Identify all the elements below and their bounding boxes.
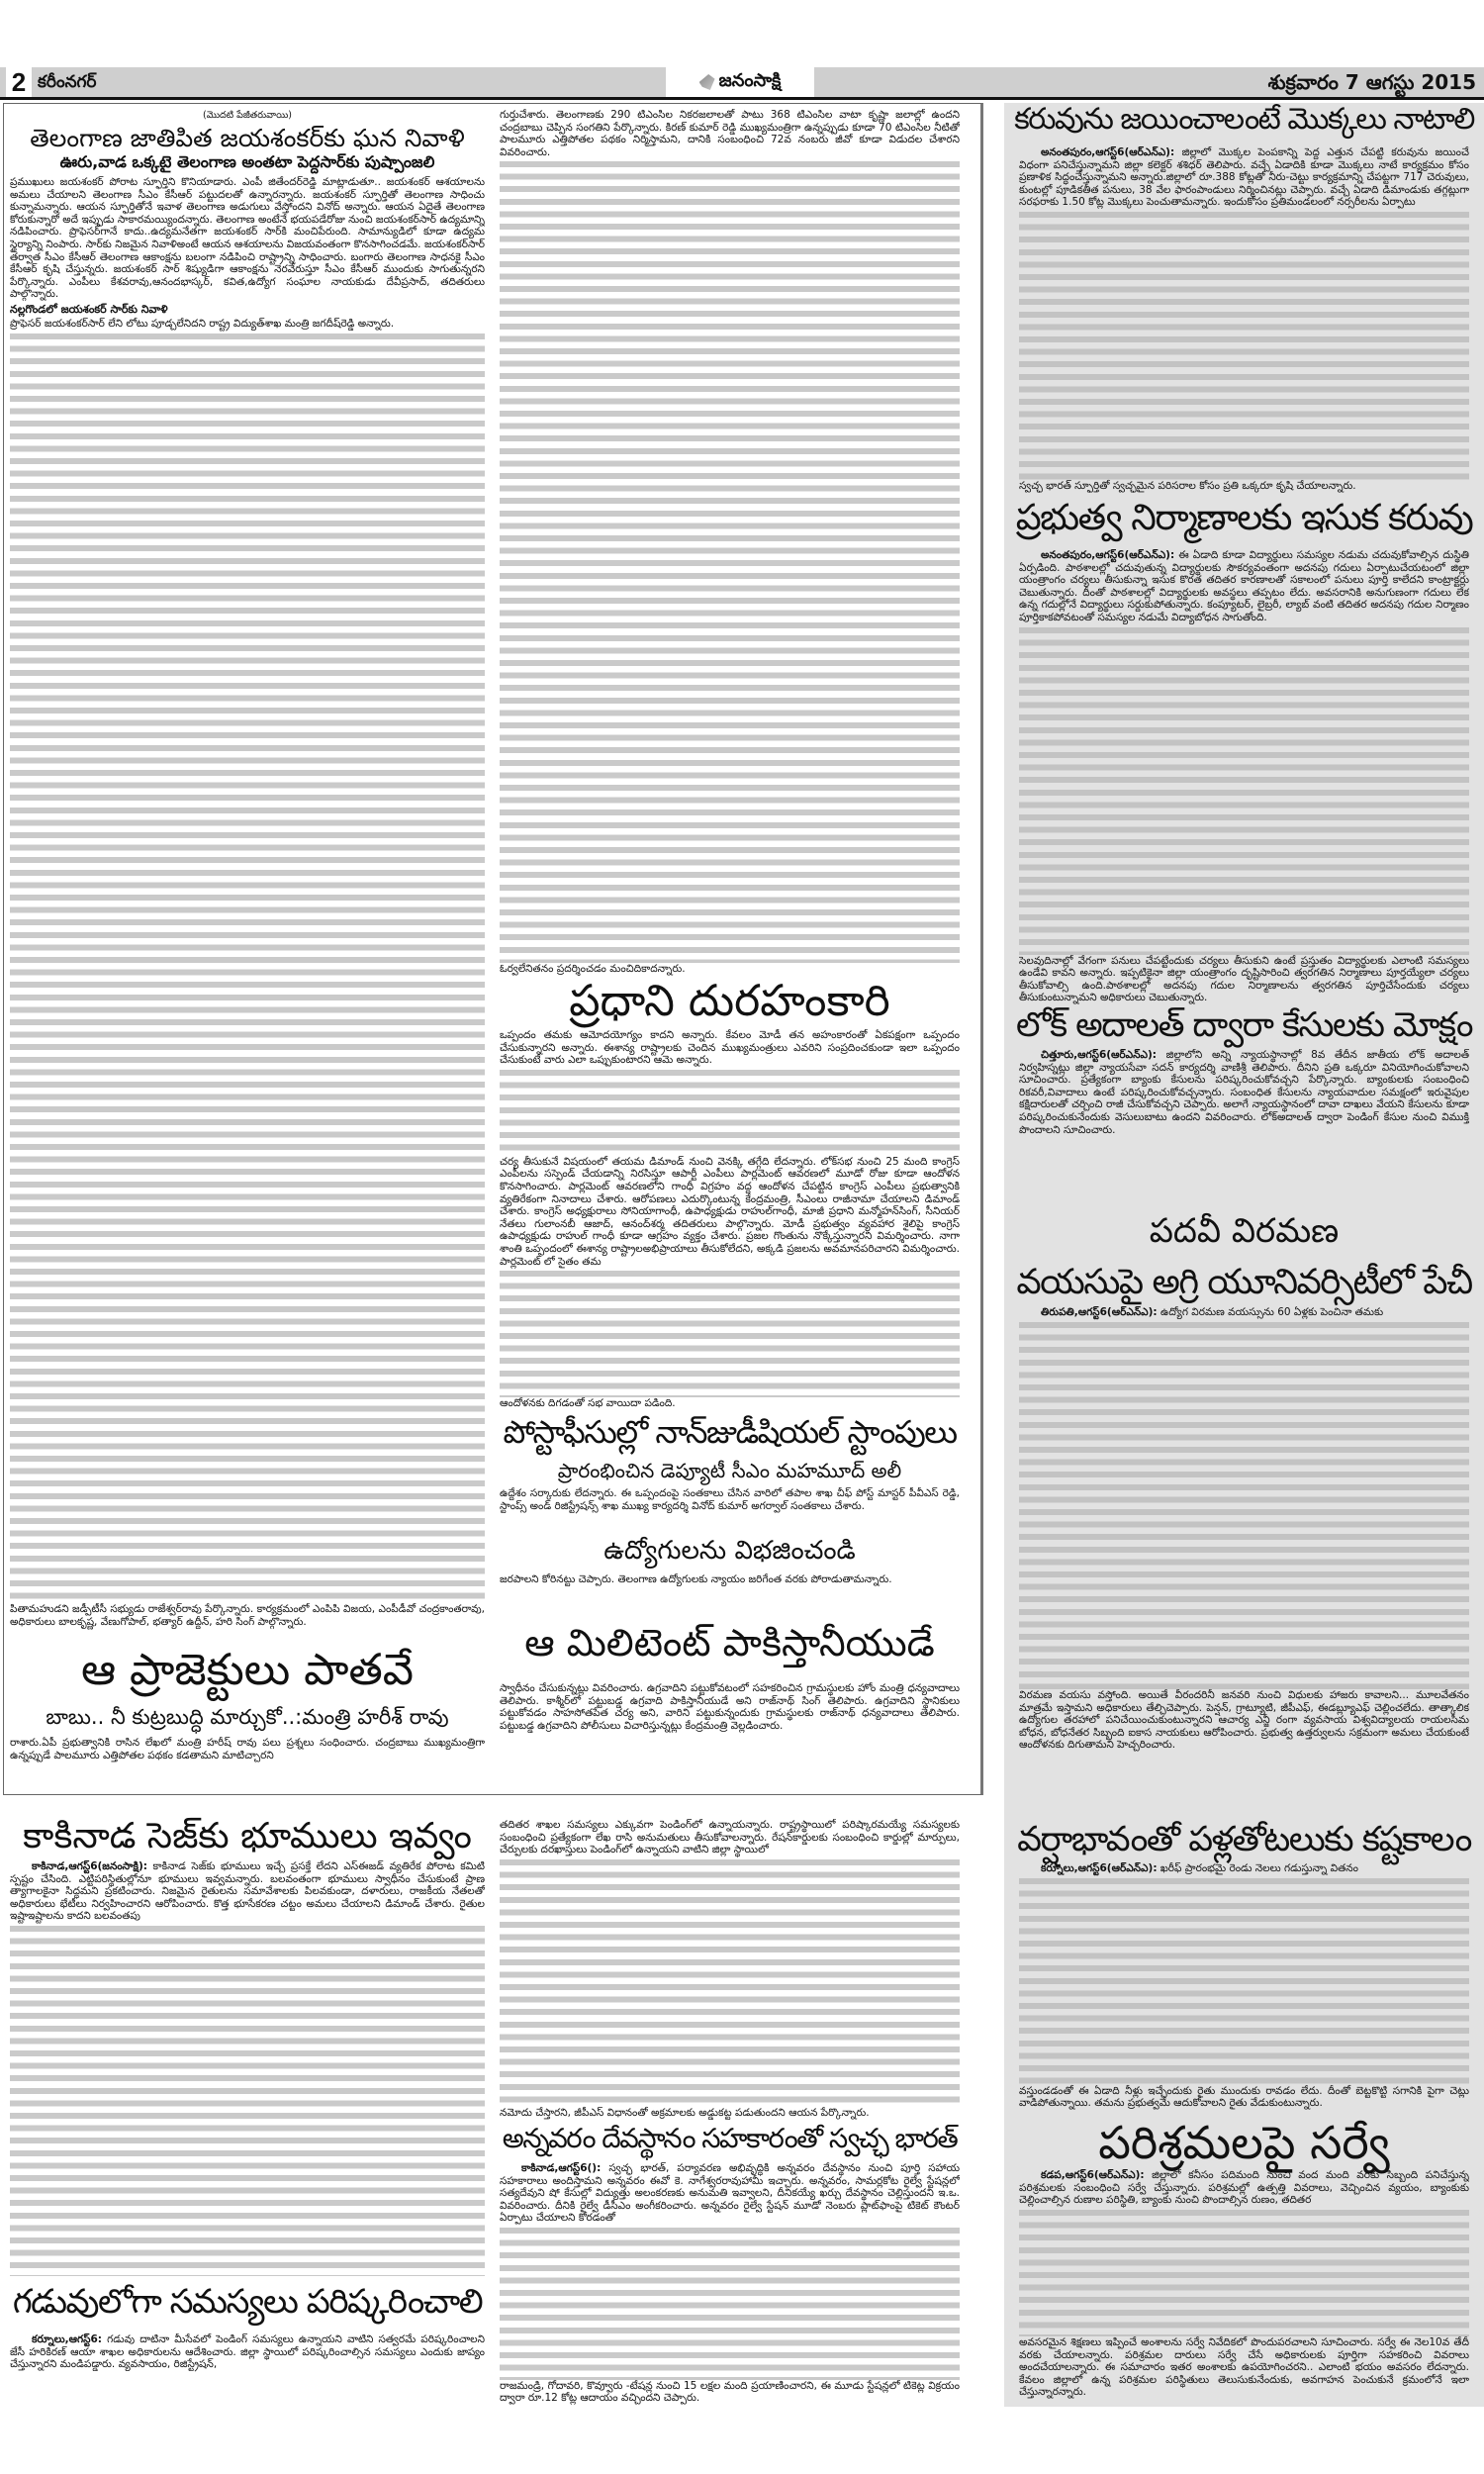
article-militant: [500, 1682, 960, 1761]
article-body: ఒప్పందం తమకు ఆమోదయోగ్యం కాదని అన్నారు. కేవలం మోడీ తన అహంకారంతో ఏకపక్షంగా ఒప్పందం చేసుకున్నారని అన్నారు. ఈశాన్య రాష్ట్రాలకు చెందిన ముఖ్యమంత్రులు ఎవరిని సంప్రదించకుండా ఇలా ఒప్పందం చేసుకుంటే వారు ఎలా ఒప్పుకుంటారని ఆమె అన్నారు.: [500, 1029, 960, 1067]
article-body: ఆందోళనకు దిగడంతో సభ వాయిదా పడింది.: [500, 1397, 676, 1410]
article-retirement: [1019, 1306, 1469, 1752]
article-body: కాకినాడ,ఆగస్ట్6(జనంసాక్షి): కాకినాడ సెజ్‌కు భూములు ఇచ్చే ప్రసక్తే లేదని ఎస్‌ఈజడ్ వ్యతిరేక పోరాట కమిటి స్పష్టం చేసింది. ఎట్టిపరిస్థితుల్లోనూ భూములు ఇవ్వమన్నారు. బలవంతంగా భూములు స్వాధీనం చేసుకుంటే ప్రాణ త్యాగాలకైనా సిద్ధమని ప్రకటించారు. నిజమైన రైతులను సమావేశాలకు పిలవకుండా, దళారులు, రాజకీయ నేతలతో అధికారులు భేటీలు నిర్వహించారని ఆరోపించారు. కొత్త భూసేకరణ చట్టం అమలు చేయాలని డిమాండ్ చేశారు. రైతుల ఇష్టాఇష్టాలను కాదని బలవంతపు: [10, 1860, 485, 1923]
article-jayashankar-end: [10, 1603, 485, 1643]
article-body: నమోదు చేస్తారని, జీపీఎస్ విధానంతో అక్రమాలకు అడ్డుకట్ట పడుతుందని ఆయన పేర్కొన్నారు.: [500, 2107, 870, 2120]
subheadline-stamps: ప్రారంభించిన డెప్యూటీ సీఎం మహమూద్ అలీ: [557, 1459, 902, 1482]
headline-industries: పరిశ్రమలపై సర్వే: [1098, 2116, 1390, 2169]
article-subhead: నల్లగొండలో జయశంకర్ సార్‌కు నివాళి: [10, 302, 168, 316]
article-stamps: [500, 1487, 960, 1532]
headline-deadline: గడువులోగా సమస్యలు పరిష్కరించాలి: [12, 2282, 483, 2322]
article-industries: [1019, 2169, 1469, 2399]
article-body: అనంతపురం,ఆగస్ట్6(ఆర్ఎన్ఎ): జిల్లాలో మొక్కల పెంపకాన్ని పెద్ద ఎత్తున చేపట్టి కరువును జయించే విధంగా పనిచేస్తున్నామని జిల్లా కలెక్టర్ శశిధర్ తెలిపారు. వచ్చే ఏడాదికి కూడా మొక్కలు నాటే కార్యక్రమం కోసం ప్రణాళిక సిద్ధంచేస్తున్నామని అన్నారు.జిల్లాలో రూ.388 కోట్లతో నీరు-చెట్టు కార్యక్రమాన్ని చేపట్టగా 717 చెరువులు, కుంటల్లో పూడికతీత పనులు, 38 వేల ఫారంపాండులు నిర్మించినట్లు చెప్పారు. వచ్చే ఏడాది డిమాండుకు తగ్గట్లుగా సరఫరాకు 1.50 కోట్ల మొక్కలు పెంచుతామన్నారు. ఇందుకోసం ప్రతిమండలంలో నర్సరీలను ఏర్పాటు: [1019, 146, 1469, 209]
headline-orchards: వర్షాభావంతో పళ్లతోటలుకు కష్టకాలం: [1017, 1820, 1471, 1859]
article-body: స్వచ్ఛ భారత్ స్ఫూర్తితో స్వచ్ఛమైన పరిసరాల కోసం ప్రతి ఒక్కరూ కృషి చేయాలన్నారు.: [1019, 480, 1356, 493]
headline-kakinada: కాకినాడ సెజ్‌కు భూములు ఇవ్వం: [23, 1816, 472, 1856]
article-body: అవసరమైన శిక్షణలు ఇప్పించే అంశాలను సర్వే నివేదికలో పొందుపరచాలని సూచించారు. సర్వే ఈ నెల10వ తేదీ వరకు చేయాలన్నారు. పరిశ్రమల దారులు సర్వే చేసే అధికారులకు పూర్తిగా సహకరించి వివరాలు అందచేయాలన్నారు. ఈ సమాచారం ఇతర అంశాలకు ఉపయోగించరని.. ఎలాంటి భయం అవసరం లేదన్నారు. కేవలం జిల్లాలో ఉన్న పరిశ్రమల పరిస్థితులు తెలుసుకునేందుకు, అవగాహన పెంచుకునే క్రమంలోనే ఇలా చేస్తున్నారన్నారు.: [1019, 2336, 1469, 2399]
article-body: ఓర్వలేనితనం ప్రదర్శించడం మంచిదికాదన్నారు.: [500, 963, 686, 976]
article-body: అనంతపురం,ఆగస్ట్6(ఆర్ఎన్ఎ): ఈ ఏడాది కూడా విద్యార్థులు సమస్యల నడుమ చదువుకోవాల్సిన దుస్థితి ఏర్పడింది. పాఠశాలల్లో చదువుతున్న విద్యార్థులకు సౌకర్యవంతంగా అదనపు గదులు ఏర్పాటుచేయటంలో జిల్లా యంత్రాంగం చర్యలు తీసుకున్నా ఇసుక కొరత తదితర కారణాలతో సకాలంలో పనులు పూర్తి కాలేదని కాంట్రాక్టర్లు చెబుతున్నారు. దీంతో పాఠశాలల్లో విద్యార్థులకు అవస్థలు తప్పటం లేదు. అవసరానికి అనుగుణంగా గదులు లేక ఉన్న గదుల్లోనే విద్యార్థులు సర్దుకుపోతున్నారు. కంప్యూటర్, లైబ్రరీ, ల్యాబ్ వంటి తదితర అదనపు గదుల నిర్మాణం పూర్తికాకపోవటంతో సమస్యల నడుమే విద్యాబోధన సాగుతోంది.: [1019, 549, 1469, 623]
headline-annavaram: అన్నవరం దేవస్థానం సహకారంతో స్వచ్ఛ భారత్: [502, 2123, 958, 2154]
text-lines-continued: [10, 331, 485, 1601]
logo-text: జనంసాక్షి: [718, 69, 782, 91]
article-body: రాశారు.ఏపీ ప్రభుత్వానికి రాసిన లేఖలో మంత్రి హరీష్ రావు పలు ప్రశ్నలు సంధించారు. చంద్రబాబు ముఖ్యమంత్రిగా ఉన్నప్పుడే పాలమూరు ఎత్తిపోతల పథకం కడతామని మాటిచ్చారని: [10, 1737, 485, 1761]
dateline: కడప,ఆగస్ట్6(ఆర్ఎన్ఎ):: [1041, 2169, 1145, 2181]
article-body: విరమణ వయసు వస్తోంది. అయితే వీరందరినీ జనవరి నుంచి విధులకు హాజరు కావాలని... మూలవేతనం మాత్రమే ఇస్తామని అధికారులు తేల్చిచెప్పారు. పెన్షన్, గ్రాట్యూటి, జీపీఎఫ్, ఈడబ్ల్యూఎఫ్ చెల్లించలేదు. తాత్కాలిక ఉద్యోగుల తరహాలో పనిచేయించుకుంటున్నారని ఆచార్య ఎన్జీ రంగా వ్యవసాయ విశ్వవిద్యాలయ రాయలసీమ బోధన, బోధనేతర సిబ్బంది ఐకాస నాయకులు ఆరోపించారు. ప్రభుత్వ ఉత్తర్వులను సక్రమంగా అమలు చేయకుంటే ఆందోళనకు దిగుతామని హెచ్చరించారు.: [1019, 1689, 1469, 1752]
article-body: గుర్తుచేశారు. తెలంగాణకు 290 టిఎంసిల నికరజలాలతో పాటు 368 టిఎంసిల వాటా కృష్ణా జలాల్లో ఉందని చంద్రబాబు చెప్పిన సంగతిని పేర్కొన్నారు. కిరణ్ కుమార్ రెడ్డి ముఖ్యమంత్రిగా ఉన్నప్పుడు కూడా 70 టిఎంసిల నీటితో పాలమూరు ఎత్తిపోతల పథకం నిర్మిస్తామని, దానికి సంబంధించి 72వ నంబరు జీవో కూడా విడుదల చేశారని వివరించారు.: [500, 109, 960, 158]
text-lines-continued: [1019, 1875, 1469, 2085]
article-employees: [500, 1573, 960, 1603]
dateline: అనంతపురం,ఆగస్ట్6(ఆర్ఎన్ఎ):: [1041, 549, 1175, 561]
article-body: కాకినాడ,ఆగస్ట్6(): స్వచ్ఛ భారత్, పర్యావరణ అభివృద్ధికి అన్నవరం దేవస్థానం నుంచి పూర్తి సహాయ సహకారాలు అందిస్తామని అన్నవరం ఈవో కె. నాగేశ్వరరావుహామీ ఇచ్చారు. అన్నవరం, సామర్లకోట రైల్వే స్టేషన్లలో సత్యదేవుని షో కేసుల్లో విద్యుత్తు అలంకరణకు అనుమతి ఇవ్వాలని, దీనికయ్యే ఖర్చు దేవస్థానం చెల్లిస్తుందని ఇ.ఒ. వివరించారు. దీనికి రైల్వే డీసీఎం అంగీకరించారు. అన్నవరం రైల్వే స్టేషన్ మూడో నెంబరు ప్లాట్‌ఫాంపై టికెట్ కౌంటర్ ఏర్పాటు చేయాలని కోరడంతో: [500, 2162, 960, 2225]
article-deadline-continued: [500, 1819, 960, 2120]
logo-icon: [699, 74, 715, 90]
text-lines-continued: [500, 1067, 960, 1156]
article-body: వస్తుండడంతో ఈ ఏడాది నీళ్లు ఇచ్చేందుకు రైతు ముందుకు రావడం లేదు. దీంతో బెట్టకొట్టి సగానికి పైగా చెట్లు వాడిపోతున్నాయి. తమను ప్రభుత్వమే ఆదుకోవాలని రైతు వేడుకుంటున్నారు.: [1019, 2084, 1469, 2110]
headline-pm: ప్రధాని దురహంకారి: [569, 976, 890, 1026]
article-body: చర్య తీసుకునే విషయంలో తయమ డిమాండ్ నుంచి వెనక్కి తగ్గేది లేదన్నారు. లోక్‌సభ నుంచి 25 మంది కాంగ్రెస్ ఎంపీలను సస్పెండ్ చేయడాన్ని నిరసిస్తూ ఆపార్టీ ఎంపీలు పార్లమెంట్ ఆవరణలో మూడో రోజు కూడా ఆందోళన కొనసాగించారు. పార్లమెంట్ ఆవరణలోని గాంధీ విగ్రహం వద్ద ఆందోళన చేపట్టిన కాంగ్రెస్ ఎంపీలు ప్రభుత్వానికి వ్యతిరేకంగా నినాదాలు చేశారు. ఆరోపణలు ఎదుర్కొంటున్న కేంద్రమంత్రి, సీఎంలు రాజీనామా చేయాలని డిమాండ్ చేశారు. కాంగ్రెస్ అధ్యక్షురాలు సోనియాగాంధీ, ఉపాధ్యక్షుడు రాహుల్‌గాంధీ, మాజీ ప్రధాని మన్మోహన్‌సింగ్, సీనియర్ నేతలు గులాంనబీ ఆజాద్, ఆనంద్‌శర్మ తదితరులు పాల్గొన్నారు. మోడీ ప్రభుత్వం వ్యవహార శైలిపై కాంగ్రెస్ ఉపాధ్యక్షుడు రాహుల్ గాంధీ కూడా ఆగ్రహం వ్యక్తం చేశారు. ప్రజల గొంతును నొక్కేస్తున్నారని విమర్శించారు. నాగా శాంతి ఒప్పందంలో ఈశాన్య రాష్ట్రాలఅభిప్రాయాలు తీసుకోలేదని, అక్కడి ప్రజలను అవమానపరిచారని విమర్శించారు. పార్లమెంట్ లో సైతం తమ: [500, 1155, 960, 1268]
article-body: కడప,ఆగస్ట్6(ఆర్ఎన్ఎ): జిల్లాలో కనీసం పదిమంది నుంచి వంద మంది వరకు సిబ్బంది పనిచేస్తున్న పరిశ్రమలకు సంబంధించి సర్వే చేస్తున్నారు. పరిశ్రమల్లో ఉత్పత్తి వివరాలు, వెచ్చించిన వ్యయం, బ్యాంకుకు చెల్లించాల్సిన రుణాల పరిస్థితి, బ్యాంకు నుంచి పొందాల్సిన రుణం, తదితర: [1019, 2169, 1469, 2207]
article-body: తదితర శాఖల సమస్యలు ఎక్కువగా పెండింగ్‌లో ఉన్నాయన్నారు. రాష్ట్రస్థాయిలో పరిష్కారమయ్యే సమస్యలకు సంబంధించి ప్రత్యేకంగా లేఖ రాసి అనుమతులు తీసుకోవాలన్నారు. రేషన్‌కార్డులకు సంబంధించి కార్డుల్లో మార్పులు, చేర్పులకు దరఖాస్తులు పెండింగ్‌లో ఉన్నాయని వాటిని జిల్లా స్థాయిలో: [500, 1819, 960, 1856]
dateline: కాకినాడ,ఆగస్ట్6(జనంసాక్షి):: [32, 1860, 147, 1872]
text-lines-continued: [500, 2225, 960, 2380]
text-lines-continued: [500, 1268, 960, 1397]
article-body: చిత్తూరు,ఆగస్ట్6(ఆర్ఎన్ఎ): జిల్లాలోని అన్ని న్యాయస్థానాల్లో 8వ తేదీన జాతీయ లోక్ అదాలత్ నిర్వహిస్నట్లు జిల్లా న్యాయసేవా సదన్ కార్యదర్శి వాణిశ్రీ తెలిపారు. దీనిని ప్రతి ఒక్కరూ వినియోగించుకోవాలని సూచించారు. ప్రత్యేకంగా బ్యాంకు కేసులను పరిష్కరించుకోవచ్చని పేర్కొన్నారు. బ్యాంకులకు సంబంధించి రికవరీ,వివాదాలు ఉంటే పరిష్కరించుకోవచ్చన్నారు. సంబంధిత కేసులను న్యాయవాదుల సమక్షంలో ఇరువైపుల కక్షిదారులతో చర్చించి రాజీ చేసుకోవచ్చని చెప్పారు. అలాగే న్యాయస్థానంలో దావా దాఖలు వేయని కేసులను కూడా పరిష్కరించుకునేందుకు వెసులుబాటు ఉందని వివరించారు. లోక్‌అదాలత్ ద్వారా పెండింగ్ కేసుల నుంచి విముక్తి పొందాలని సూచించారు.: [1019, 1049, 1469, 1136]
article-body: కర్నూలు,ఆగస్ట్6(ఆర్ఎన్ఎ): ఖరీఫ్ ప్రారంభమై రెండు నెలలు గడుస్తున్నా వితనం: [1041, 1862, 1358, 1874]
article-body: ప్రముఖులు జయశంకర్ పోరాట స్ఫూర్తిని కొనియాడారు. ఎంపీ జితేందర్‌రెడ్డి మాట్లాడుతూ.. జయశంకర్ ఆశయాలను అమలు చేయాలని తెలంగాణ సీఎం కేసీఆర్ పట్టుదలతో ఉన్నారన్నారు. జయశంకర్ స్ఫూర్తితో తెలంగాణ సాధించు కున్నామన్నారు. ఆయన స్ఫూర్తితోనే ఇవాళ తెలంగాణ అడుగులు వేస్తోందని వినోద్ అన్నారు. ఆయన ఏదైతే తెలంగాణ కోరుకున్నారో అదే ఇప్పుడు సాకారమయ్యిందన్నారు. తెలంగాణ అంటేనే భయపడేరోజు నుంచి జయశంకర్‌సార్ ఉద్యమాన్ని నడిపించారు. ప్రొఫెసర్‌గానే కాదు..ఉద్యమనేతగా జయశంకర్ సార్‌కి మంచిపేరుంది. సామాన్యుడిలో కూడా ఉద్యమ స్థైర్యాన్ని నింపారు. సార్‌కు నిజమైన నివాళిఅంటే ఆయన ఆశయాలను విజయవంతంగా కొనసాగించడమే. జయశంకర్‌సార్ తర్వాత సీఎం కేసీఆర్ తెలంగాణ ఆకాంక్షను బలంగా నడిపించి రాష్ట్రాన్ని సాధించారు. బంగారు తెలంగాణ సాధనకై సీఎం కేసీఆర్ కృషి చేస్తున్నరు. జయశంకర్ సార్ శిష్యుడిగా ఆకాంక్షను నెరవేరుస్తూ సీఎం కేసీఆర్ ముందుకు సాగుతున్నరని పేర్కొన్నారు. ఎంపీలు కేశవరావు,ఆనందభాస్కర్, కవిత,ఉద్యోగ సంఘాల నాయకుడు దేవీప్రసాద్, తదితరులు పాల్గొన్నారు.: [10, 176, 485, 301]
text-lines-continued: [500, 158, 960, 963]
article-body: జరపాలని కోరినట్టు చెప్పారు. తెలంగాణ ఉద్యోగులకు న్యాయం జరిగేంత వరకు పోరాడుతామన్నారు.: [500, 1573, 892, 1585]
dateline: అనంతపురం,ఆగస్ట్6(ఆర్ఎన్ఎ):: [1041, 146, 1175, 158]
article-body: రాజమండ్రి, గోదావరి, కొవ్వూరు -టేషన్ల నుంచి 15 లక్షల మంది ప్రయాణించారని, ఈ మూడు స్టేషన్లలో టికెట్ల విక్రయం ద్వారా రూ.12 కోట్ల ఆదాయం వచ్చిందని చెప్పారు.: [500, 2379, 960, 2405]
continuation-note: (మొదటి పేజీతరువాయి): [203, 110, 292, 121]
text-lines-continued: [1019, 209, 1469, 480]
article-sand: [1019, 549, 1469, 1004]
headline-retirement-2: వయసుపై అగ్రి యూనివర్సిటీలో పేచీ: [1016, 1262, 1472, 1302]
article-kakinada: [10, 1860, 485, 2276]
subheadline-jayashankar: ఊరు,వాడ ఒక్కటై తెలంగాణ అంతటా పెద్దసార్‌కు పుష్పాంజలి: [59, 152, 435, 171]
dateline: కర్నూలు,ఆగస్ట్6(ఆర్ఎన్ఎ):: [1041, 1862, 1158, 1874]
dateline: చిత్తూరు,ఆగస్ట్6(ఆర్ఎన్ఎ):: [1041, 1049, 1157, 1061]
article-pm: [500, 1029, 960, 1410]
article-palamuru: [500, 109, 960, 976]
text-lines-continued: [500, 1856, 960, 2108]
article-body: స్వాధీనం చేసుకున్నట్లు వివరించారు. ఉగ్రవాదిని పట్టుకోవటంలో సహకరించిన గ్రామస్థులకు హోం మంత్రి ధన్యవాదాలు తెలిపారు. కాశ్మీర్‌లో పట్టుబడ్డ ఉగ్రవాది పాకిస్తానీయుడే అని రాజ్‌నాథ్ సింగ్ తెలిపారు. ఉగ్రవాదిని స్థానికులు పట్టుకోవడం సాహసోతపేత చర్య అని, వారిని పట్టుకున్నందుకు గ్రామస్థులకు రాజ్‌నాథ్ ధన్యవాదాలు తెలిపారు. పట్టుబడ్డ ఉగ్రవాదిని పోలీసులు విచారిస్తున్నట్లు కేంద్రమంత్రి వెల్లడించారు.: [500, 1682, 960, 1732]
section-name: కరీంనగర్: [38, 72, 97, 92]
page-number: 2: [6, 67, 32, 97]
issue-date: శుక్రవారం 7 ఆగస్టు 2015: [1267, 70, 1476, 94]
text-lines-continued: [1019, 2207, 1469, 2336]
dateline: కాకినాడ,ఆగస్ట్6():: [521, 2162, 602, 2174]
article-deadline: [10, 2333, 485, 2403]
article-body: కర్నూలు,ఆగస్ట్6: గడువు దాటినా మీసేవలో పెండింగ్ సమస్యలు ఉన్నాయని వాటిని సత్వరమే పరిష్కరించాలని జేసీ హరికిరణ్ ఆయా శాఖల అధికారులను ఆదేశించారు. జిల్లా స్థాయిలో పరిష్కరించాల్సిన సమస్యలు ఎందుకు జాప్యం చేస్తున్నారని మండిపడ్డారు. వ్యవసాయం, రిజిస్ట్రేషన్,: [10, 2333, 485, 2371]
headline-militant: ఆ మిలిటెంట్ పాకిస్తానీయుడే: [524, 1621, 935, 1665]
headline-sand: ప్రభుత్వ నిర్మాణాలకు ఇసుక కరువు: [1015, 496, 1473, 538]
headline-lok-adalat: లోక్ అదాలత్ ద్వారా కేసులకు మోక్షం: [1016, 1005, 1472, 1045]
headline-employees: ఉద్యోగులను విభజించండి: [603, 1536, 856, 1566]
headline-stamps: పోస్టాఫీసుల్లో నాన్‌జుడీషియల్ స్టాంపులు: [503, 1413, 957, 1451]
text-lines-continued: [10, 1923, 485, 2276]
headline-jayashankar: తెలంగాణ జాతిపిత జయశంకర్‌కు ఘన నివాళి: [30, 124, 465, 152]
article-annavaram: [500, 2162, 960, 2405]
article-jayashankar: [10, 176, 485, 1601]
article-body: సెలవుదినాల్లో వేగంగా పనులు చేపట్టేందుకు చర్యలు తీసుకుని ఉంటే ప్రస్తుతం విద్యార్థులకు ఎలాంటి సమస్యలు ఉండేవి కావని అన్నారు. ఇప్పటికైనా జిల్లా యంత్రాంగం దృష్టిసారించి త్వరగతిన నిర్మాణాలు పూర్తయ్యేలా చర్యలు తీసుకోవాల్సి ఉంది.పాఠశాలల్లో అదనపు గదుల నిర్మాణాలను త్వరగతిన పూర్తిచేసేందుకు చర్యలు తీసుకుంటున్నామని అధికారులు చెబుతున్నారు.: [1019, 954, 1469, 1004]
article-body: ప్రొఫెసర్ జయశంకర్‌సార్ లేని లోటు పూడ్చలేనిదని రాష్ట్ర విద్యుత్‌శాఖ మంత్రి జగదీష్‌రెడ్డి అన్నారు.: [10, 317, 395, 330]
subheadline-projects: బాబు.. నీ కుట్రబుద్ధి మార్చుకో..:మంత్రి హరీశ్ రావు: [46, 1705, 449, 1729]
article-lok-adalat: [1019, 1049, 1469, 1207]
article-body: తిరుపతి,ఆగస్ట్6(ఆర్ఎన్ఎ): ఉద్యోగ విరమణ వయస్సును 60 ఏళ్లకు పెంచినా తమకు: [1041, 1306, 1384, 1318]
newspaper-logo: [666, 67, 814, 97]
headline-projects: ఆ ప్రాజెక్టులు పాతవే: [80, 1645, 415, 1695]
article-body: పితామహుడని జడ్పీటీసీ సభ్యుడు రాజేశ్వర్‌రావు పేర్కొన్నారు. కార్యక్రమంలో ఎంపిపి విజయ, ఎంపీడీవో చంద్రకాంతరావు, అధికారులు బాలకృష్ణ, వేణుగోపాల్, భత్యార్ ఉద్దీన్, హరి సింగ్ పాల్గొన్నారు.: [10, 1603, 485, 1628]
headline-plants: కరువును జయించాలంటే మొక్కలు నాటాలి: [1014, 102, 1474, 137]
article-projects: [10, 1737, 485, 1786]
article-plants: [1019, 146, 1469, 493]
article-orchards: [1019, 1862, 1469, 2110]
masthead-rule: [0, 97, 1484, 100]
text-lines-continued: [1019, 1319, 1469, 1689]
dateline: తిరుపతి,ఆగస్ట్6(ఆర్ఎన్ఎ):: [1041, 1306, 1158, 1318]
article-body: ఉద్దేశం సర్కారుకు లేదన్నారు. ఈ ఒప్పందంపై సంతకాలు చేసిన వారిలో తపాల శాఖ చీఫ్ పోస్ట్ మాస్టర్ పీవీఎస్ రెడ్డి, స్టాంప్స్ అండ్ రిజిస్ట్రేషన్స్ శాఖ ముఖ్య కార్యదర్శి వినోద్ కుమార్ అగర్వాల్ సంతకాలు చేశారు.: [500, 1487, 960, 1512]
dateline: కర్నూలు,ఆగస్ట్6:: [32, 2333, 103, 2345]
headline-retirement-1: పదవీ విరమణ: [1149, 1211, 1340, 1251]
text-lines-continued: [1019, 624, 1469, 955]
